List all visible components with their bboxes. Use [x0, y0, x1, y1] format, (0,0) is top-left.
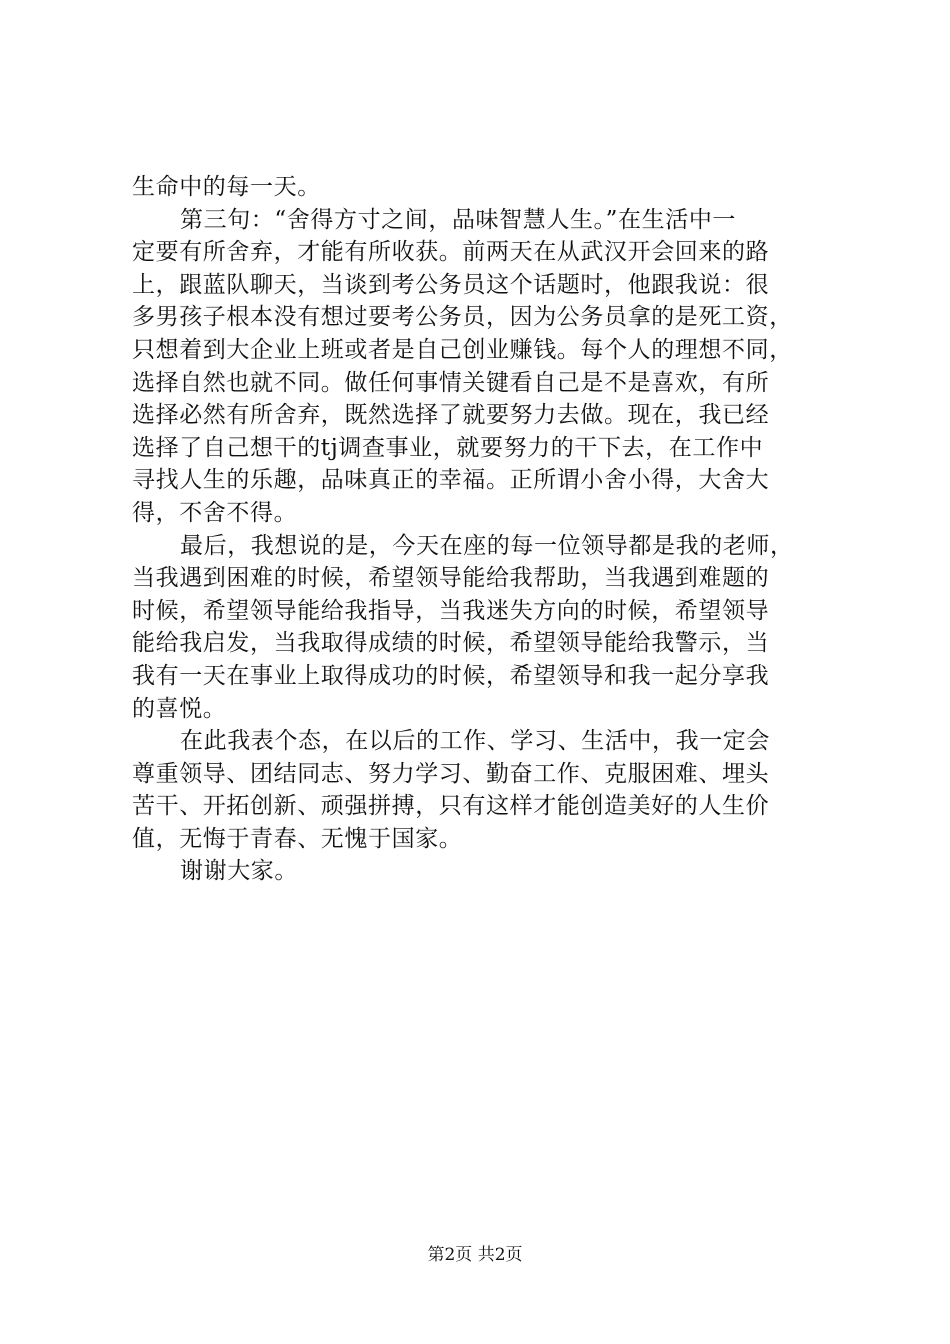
- text-line: 谢谢大家。: [180, 858, 298, 885]
- body-text: [132, 171, 832, 888]
- text-line: 生命中的每一天。: [132, 174, 321, 200]
- text-line: 尊重领导、团结同志、努力学习、勤奋工作、克服困难、埋头: [132, 760, 770, 787]
- text-line: 在此我表个态，在以后的工作、学习、生活中，我一定会: [180, 728, 770, 755]
- text-line: 第三句：“舍得方寸之间，品味智慧人生。”在生活中一: [180, 206, 737, 233]
- text-line: 得，不舍不得。: [132, 499, 298, 526]
- page-footer: [0, 1244, 950, 1266]
- text-line: 上，跟蓝队聊天，当谈到考公务员这个话题时，他跟我说：很: [132, 271, 770, 298]
- text-line: 只想着到大企业上班或者是自己创业赚钱。每个人的理想不同，: [132, 336, 793, 363]
- text-line: 能给我启发，当我取得成绩的时候，希望领导能给我警示，当: [132, 630, 770, 657]
- text-line: 时候，希望领导能给我指导，当我迷失方向的时候，希望领导: [132, 597, 770, 624]
- text-line: 选择了自己想干的tj调查事业，就要努力的干下去，在工作中: [132, 434, 764, 461]
- text-line: 选择自然也就不同。做任何事情关键看自己是不是喜欢，有所: [132, 369, 770, 396]
- page-number-label: 第2页 共2页: [427, 1245, 523, 1265]
- text-line: 最后，我想说的是，今天在座的每一位领导都是我的老师，: [180, 532, 794, 559]
- text-line: 值，无悔于青春、无愧于国家。: [132, 825, 463, 852]
- text-line: 多男孩子根本没有想过要考公务员，因为公务员拿的是死工资，: [132, 304, 793, 331]
- text-line: 苦干、开拓创新、顽强拼搏，只有这样才能创造美好的人生价: [132, 793, 770, 820]
- text-line: 我有一天在事业上取得成功的时候，希望领导和我一起分享我: [132, 662, 770, 689]
- text-line: 定要有所舍弃，才能有所收获。前两天在从武汉开会回来的路: [132, 239, 770, 266]
- text-line: 寻找人生的乐趣，品味真正的幸福。正所谓小舍小得，大舍大: [132, 467, 770, 494]
- text-line: 当我遇到困难的时候，希望领导能给我帮助，当我遇到难题的: [132, 565, 770, 592]
- text-line: 的喜悦。: [132, 695, 227, 722]
- text-line: 选择必然有所舍弃，既然选择了就要努力去做。现在，我已经: [132, 402, 770, 429]
